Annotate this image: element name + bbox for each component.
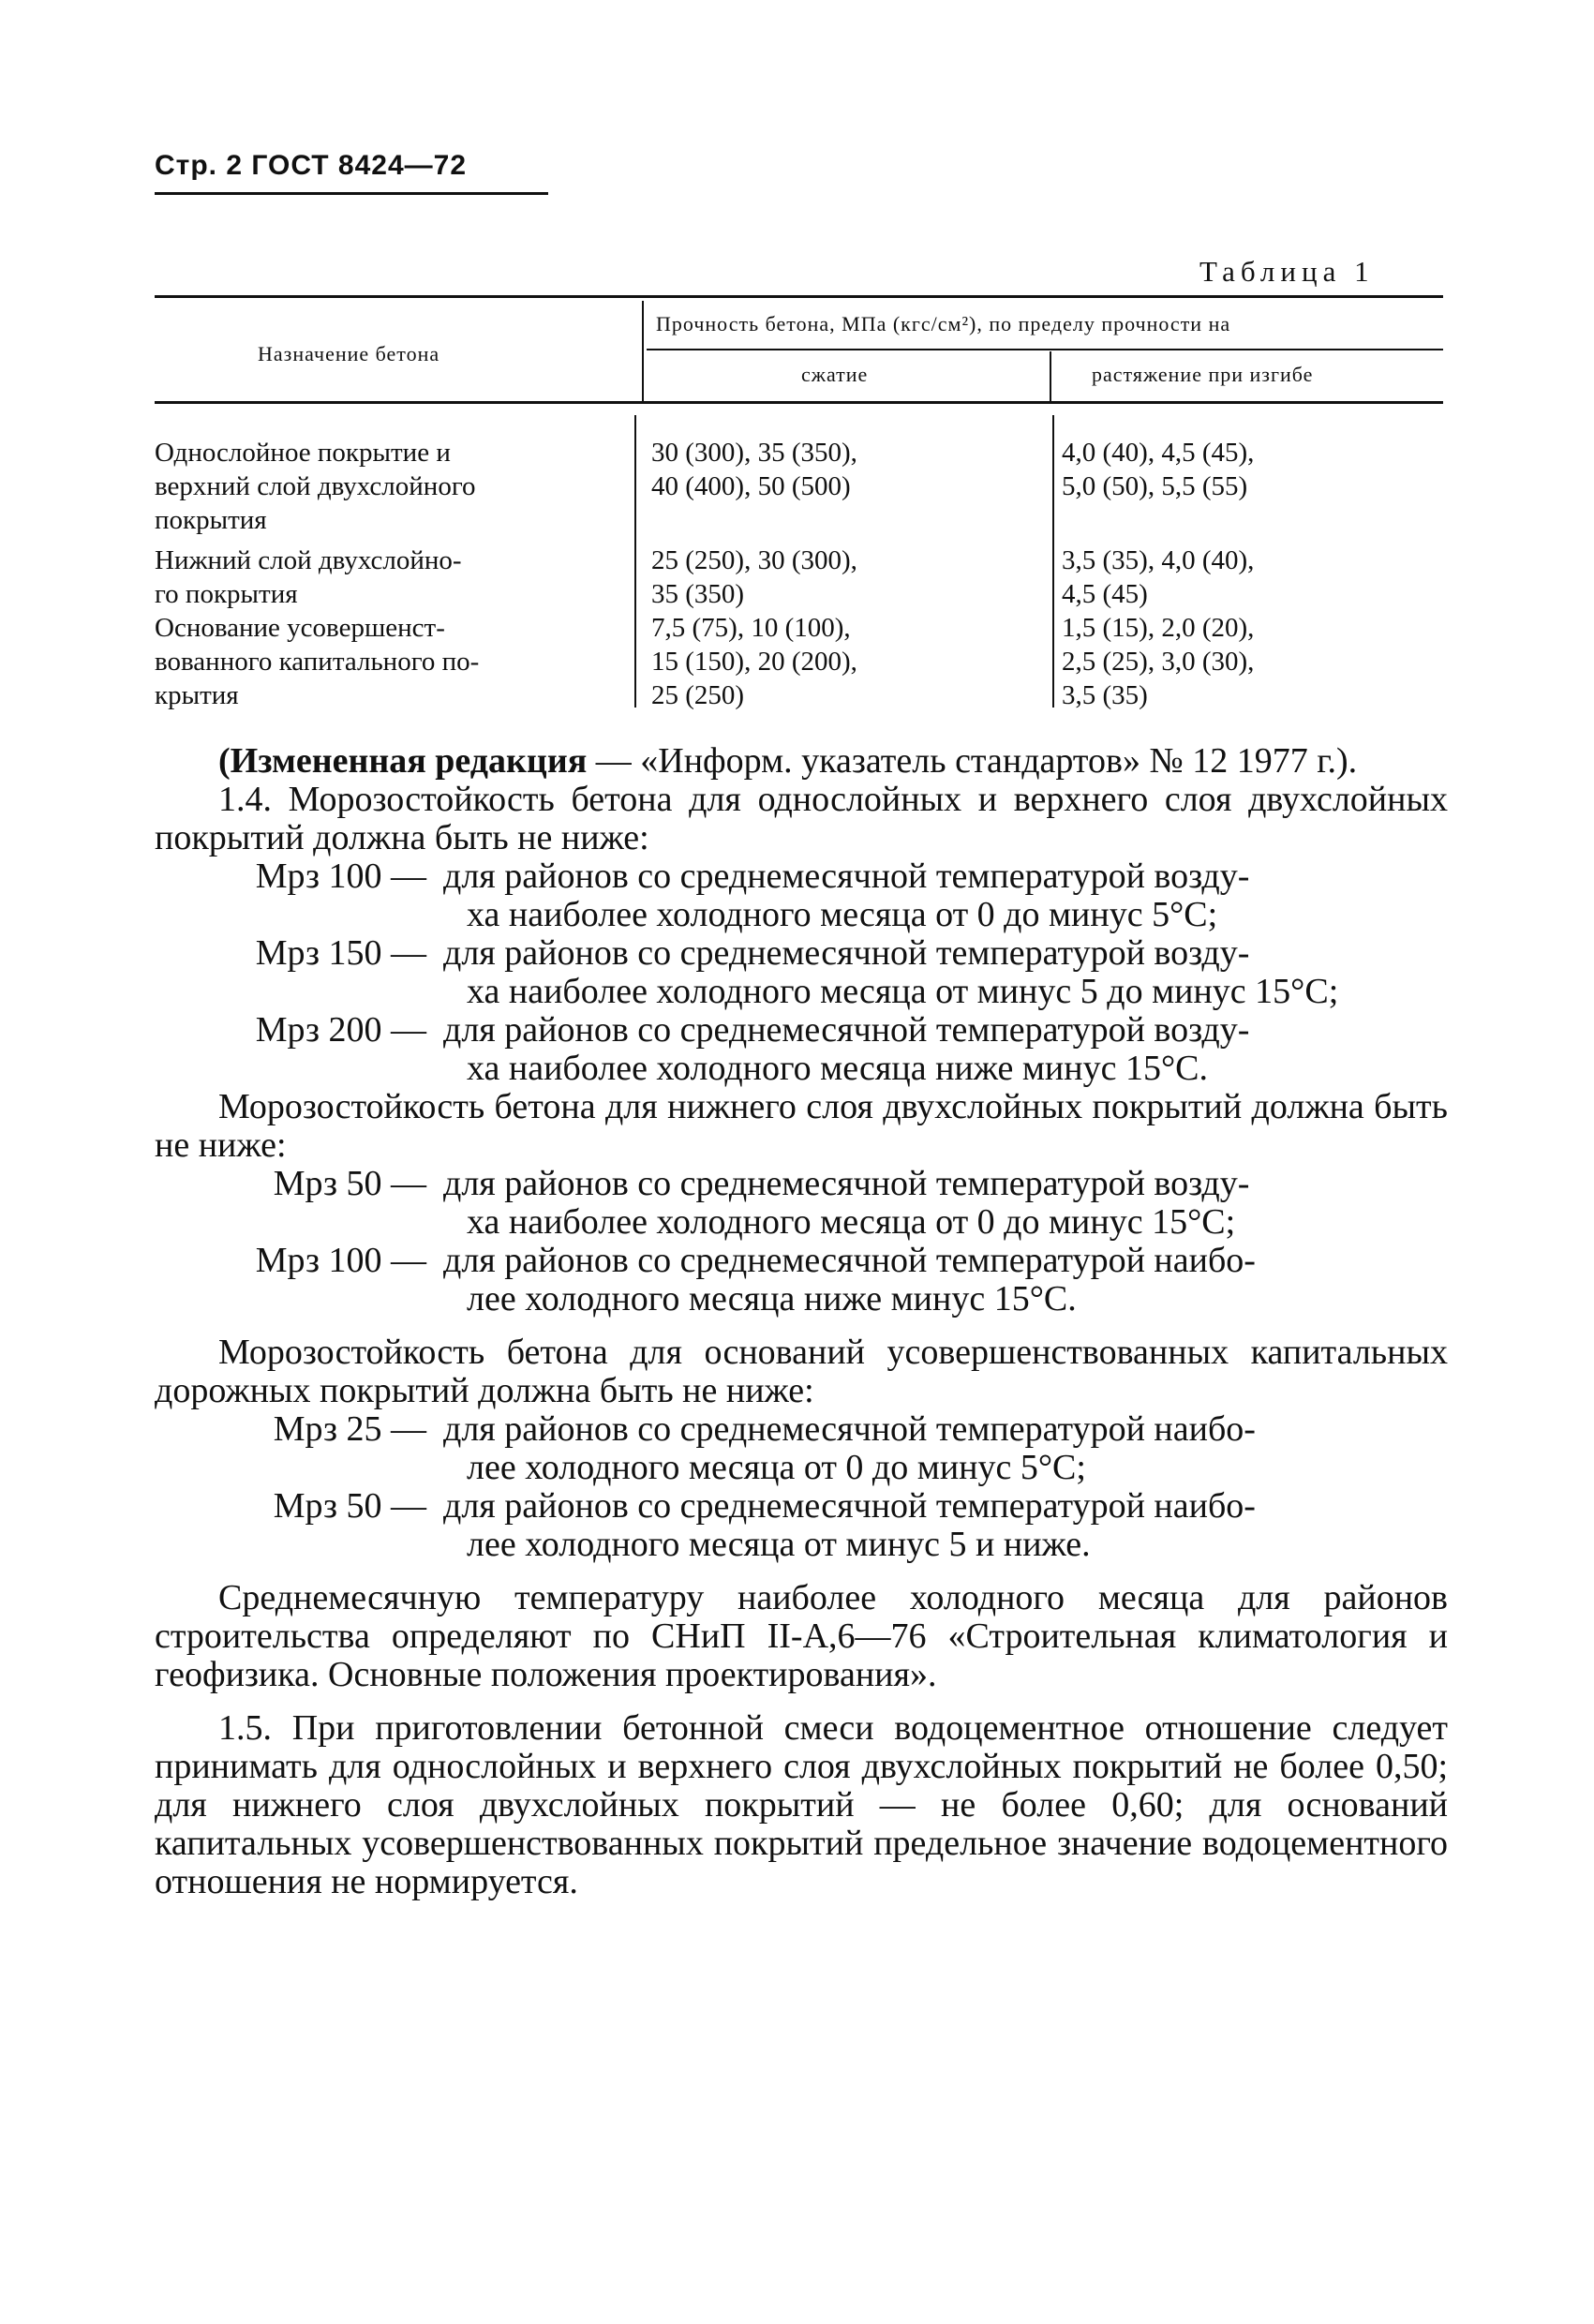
cell-compression: 30 (300), 35 (350), 40 (400), 50 (500) [651,438,857,501]
frost-condition: для районов со среднемесячной температурой возду- [443,1010,1250,1050]
header-compression: сжатие [801,363,869,386]
frost-condition-cont: лее холодного месяца ниже минус 15°С. [467,1279,1077,1318]
table-body-divider-1 [634,415,636,708]
strength-table [155,295,1443,712]
paragraph-1-5: 1.5. При приготовлении бетонной смеси водоцементное отношение следует принимать для однослойных и верхнего слоя двухслойных покрытий не более 0,50; для нижнего слоя двухслойных покрытий — не более 0,60; для оснований капитальных усовершенствованных покрытий предельное значение водоцементного отношения не нормируется. [155,1708,1448,1901]
cell-purpose: Нижний слой двухслойно- го покрытия [155,545,462,609]
frost-grade: Мрз 100 — [255,1241,426,1280]
cell-compression: 25 (250), 30 (300), 35 (350) [651,545,857,609]
frost-condition-cont: ха наиболее холодного месяца ниже минус 15°С. [467,1049,1208,1088]
frost-condition: для районов со среднемесячной температурой наибо- [443,1486,1256,1526]
frost-grade: Мрз 50 — [273,1164,426,1203]
paragraph-lower-layer: Морозостойкость бетона для нижнего слоя двухслойных покрытий должна быть не ниже: [155,1087,1448,1165]
paragraph-base: Морозостойкость бетона для оснований усовершенствованных капитальных дорожных покрытий должна быть не ниже: [155,1333,1448,1410]
amendment-note [155,742,1448,781]
cell-bending: 4,0 (40), 4,5 (45), 5,0 (50), 5,5 (55) [1062,438,1255,501]
body-text [155,742,1448,1901]
paragraph-1-4: 1.4. Морозостойкость бетона для однослойных и верхнего слоя двухслойных покрытий должна быть не ниже: [155,780,1448,857]
paragraph-snip: Среднемесячную температуру наиболее холодного месяца для районов строительства определяют по СНиП II-А,6—76 «Строительная климатология и геофизика. Основные положения проектирования». [155,1578,1448,1694]
table-top-rule [155,295,1443,298]
table-body-divider-2 [1052,415,1054,708]
frost-item [155,1487,1448,1564]
table-subheader-divider [1050,351,1051,402]
frost-condition-cont: лее холодного месяца от минус 5 и ниже. [467,1525,1091,1564]
frost-grade: Мрз 25 — [273,1409,426,1449]
amendment-source: — «Информ. указатель стандартов» № 12 1977 г.). [587,741,1358,781]
header-rule [155,192,548,195]
header-purpose: Назначение бетона [258,342,440,365]
frost-condition-cont: ха наиболее холодного месяца от 0 до минус 15°С; [467,1202,1236,1242]
header-strength: Прочность бетона, МПа (кгс/см²), по пределу прочности на [656,312,1231,335]
frost-condition-cont: ха наиболее холодного месяца от 0 до минус 5°С; [467,895,1218,934]
frost-condition-cont: лее холодного месяца от 0 до минус 5°С; [467,1448,1086,1487]
frost-grade: Мрз 200 — [255,1010,426,1050]
frost-condition: для районов со среднемесячной температурой возду- [443,857,1250,896]
frost-condition: для районов со среднемесячной температурой наибо- [443,1409,1256,1449]
cell-purpose: Однослойное покрытие и верхний слой двухслойного покрытия [155,438,476,535]
header-bending: растяжение при изгибе [1092,363,1314,386]
frost-item [155,1165,1448,1242]
page-header: Стр. 2 ГОСТ 8424—72 [155,150,468,181]
frost-item [155,1011,1448,1088]
frost-grade: Мрз 100 — [255,857,426,896]
frost-condition-cont: ха наиболее холодного месяца от минус 5 до минус 15°С; [467,972,1339,1011]
cell-bending: 1,5 (15), 2,0 (20), 2,5 (25), 3,0 (30), 3,5 (35) [1062,613,1255,710]
cell-bending: 3,5 (35), 4,0 (40), 4,5 (45) [1062,545,1255,609]
table-caption: Таблица 1 [1199,255,1375,288]
cell-purpose: Основание усовершенст- вованного капитального по- крытия [155,613,480,710]
frost-condition: для районов со среднемесячной температурой возду- [443,933,1250,973]
frost-condition: для районов со среднемесячной температурой наибо- [443,1241,1256,1280]
frost-condition: для районов со среднемесячной температурой возду- [443,1164,1250,1203]
cell-compression: 7,5 (75), 10 (100), 15 (150), 20 (200), 25 (250) [651,613,857,710]
frost-grade: Мрз 50 — [273,1486,426,1526]
frost-item [155,857,1448,934]
frost-grade: Мрз 150 — [255,933,426,973]
frost-item [155,1410,1448,1487]
table-header-rule [155,401,1443,404]
amendment-label: (Измененная редакция [218,741,588,781]
frost-item [155,1242,1448,1318]
frost-item [155,934,1448,1011]
table-header-divider [642,301,644,402]
table-subheader-rule [647,349,1443,350]
